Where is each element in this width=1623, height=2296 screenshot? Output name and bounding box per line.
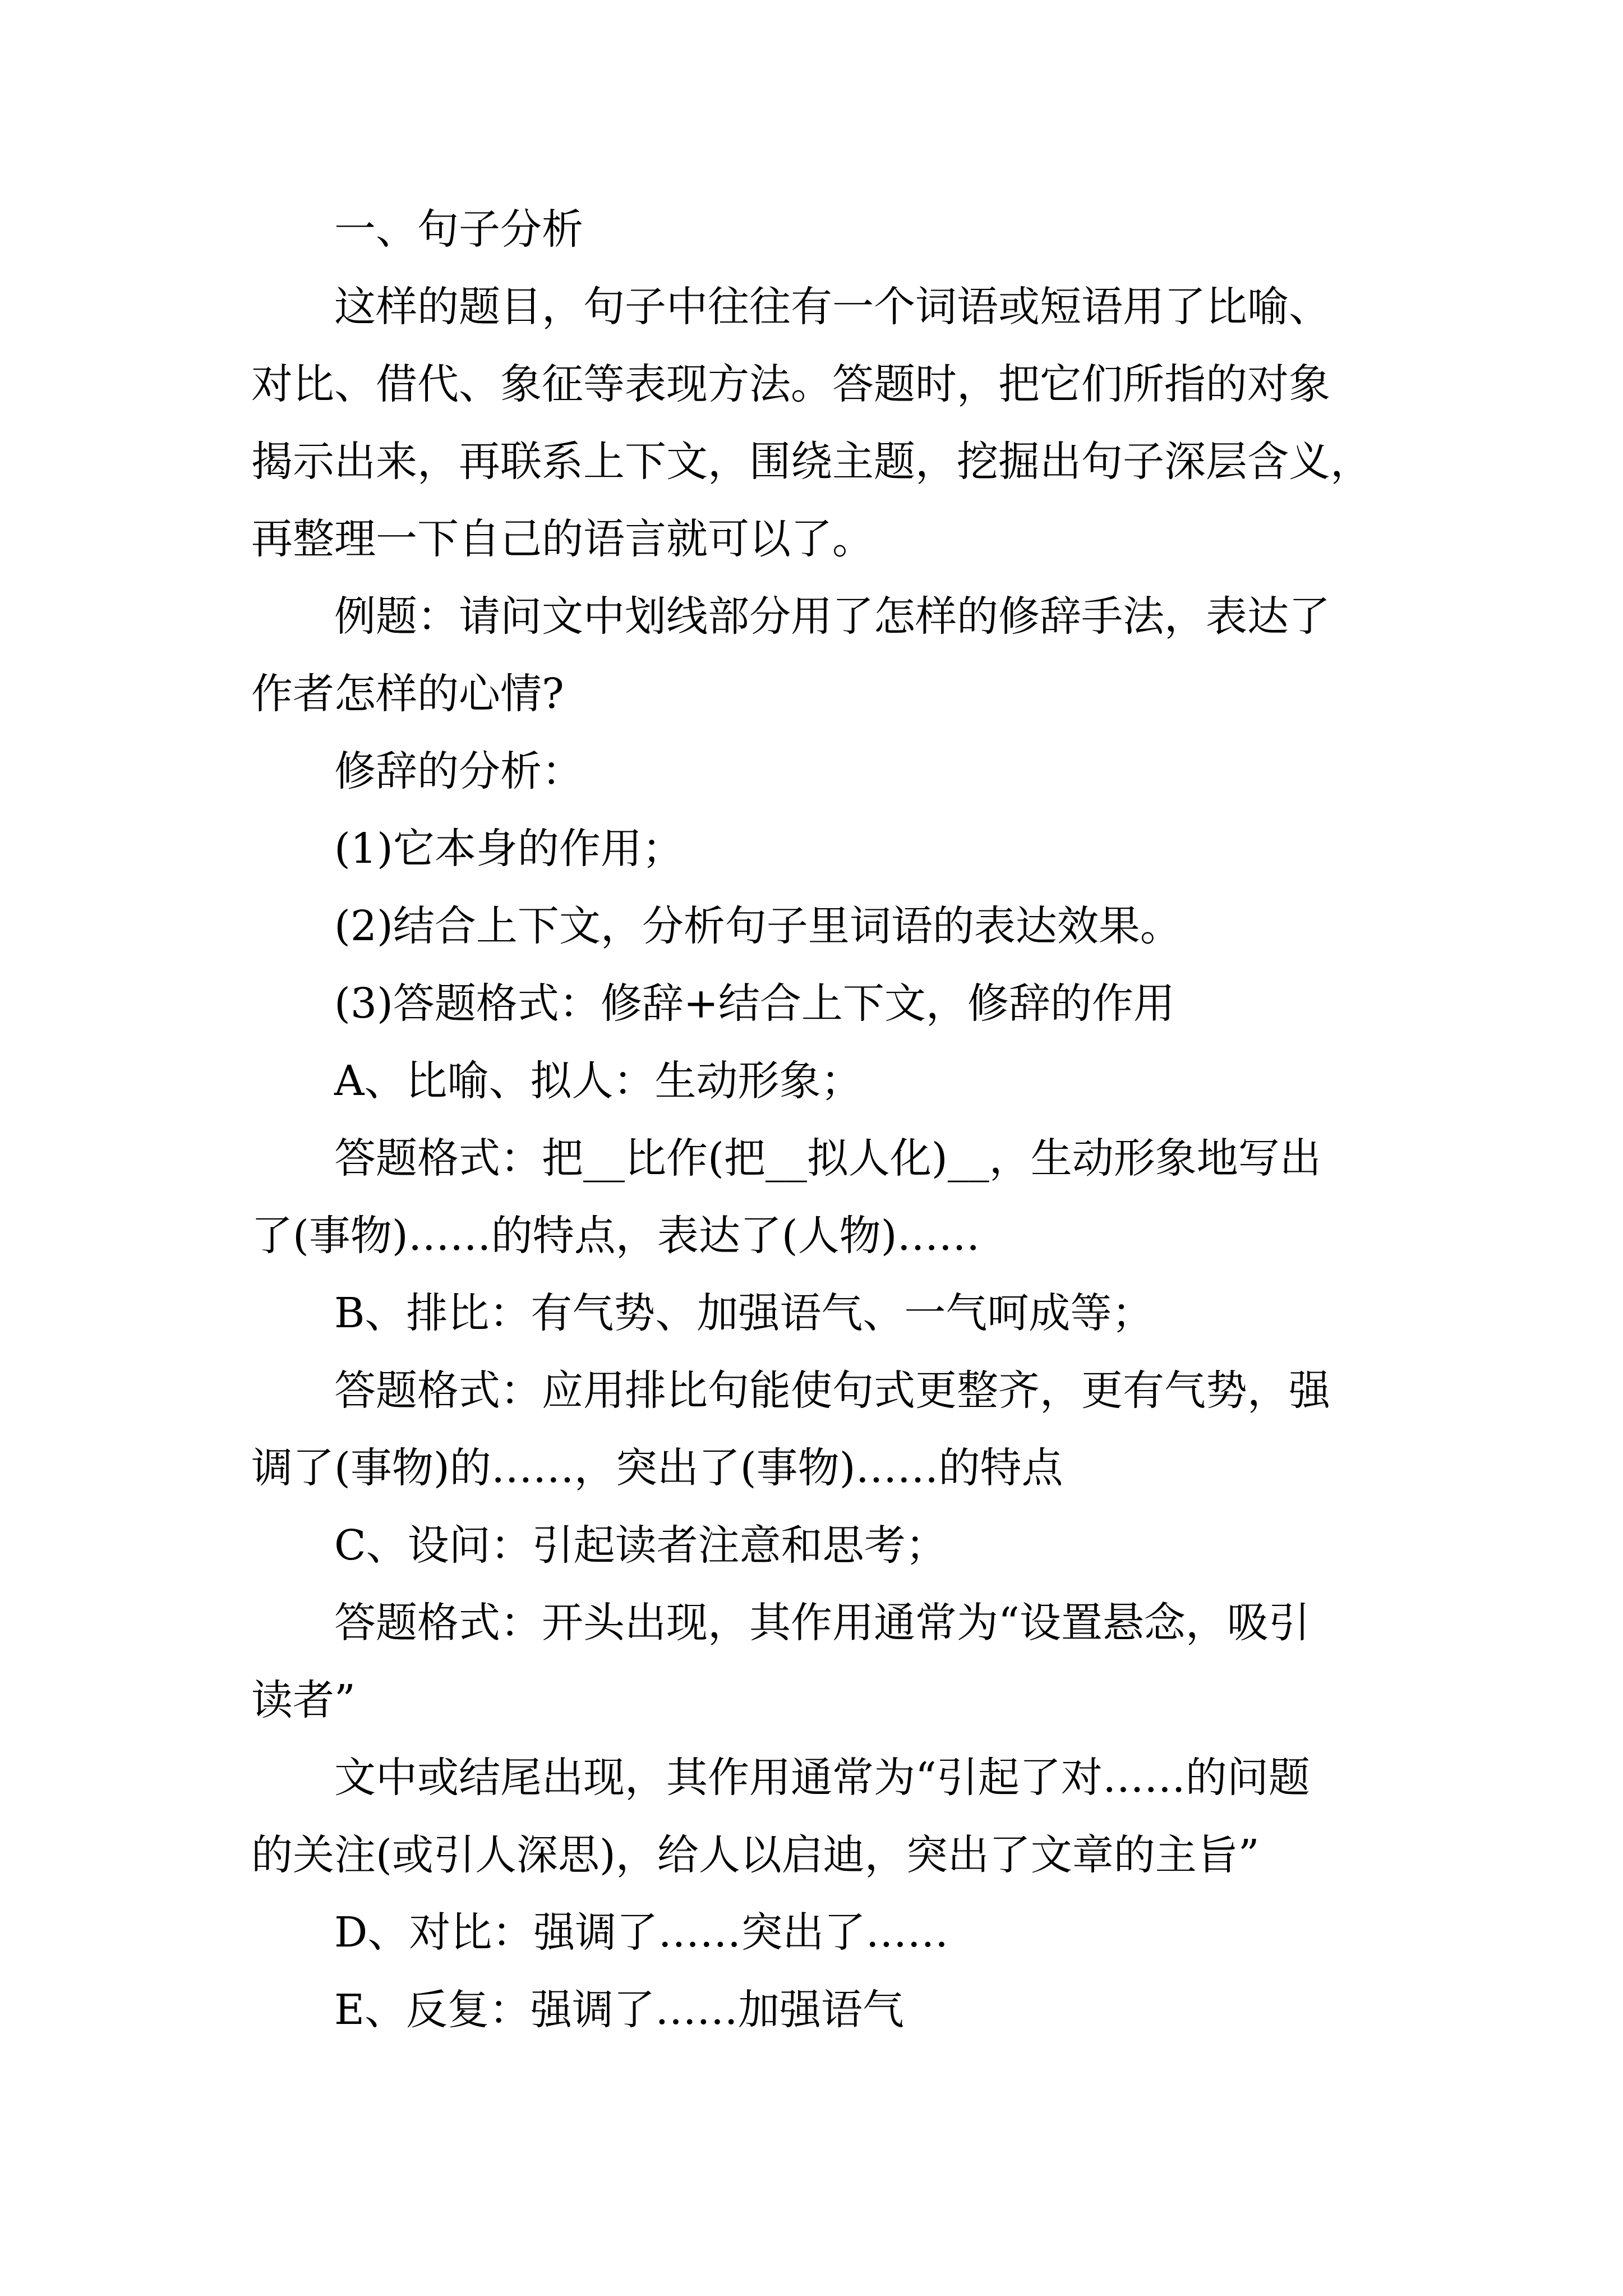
document-paragraph — [251, 1971, 1393, 2049]
document-paragraph — [251, 810, 1393, 887]
text-line: 修辞的分析： — [334, 747, 583, 795]
text-line: 这样的题目，句子中往往有一个词语或短语用了比喻、 — [334, 283, 1330, 331]
text-line: 再整理一下自己的语言就可以了。 — [251, 515, 874, 563]
text-line: 作者怎样的心情? — [251, 670, 564, 718]
document-paragraph — [251, 1042, 1393, 1120]
text-line: 的关注(或引人深思)，给人以启迪，突出了文章的主旨” — [251, 1831, 1260, 1879]
text-line: 对比、借代、象征等表现方法。答题时，把它们所指的对象 — [251, 360, 1330, 408]
text-line: 调了(事物)的……，突出了(事物)……的特点 — [251, 1444, 1063, 1492]
text-line: 读者” — [251, 1676, 356, 1724]
text-line: 答题格式：应用排比句能使句式更整齐，更有气势，强 — [334, 1366, 1330, 1415]
text-line: 答题格式：把__比作(把__拟人化)__，生动形象地写出 — [334, 1134, 1321, 1182]
text-line: D、对比：强调了……突出了…… — [334, 1908, 949, 1957]
document-paragraph — [251, 1584, 1393, 1739]
document-paragraph — [251, 191, 1393, 268]
text-line: B、排比：有气势、加强语气、一气呵成等； — [334, 1289, 1154, 1337]
document-paragraph — [251, 1274, 1393, 1352]
document-paragraph — [251, 887, 1393, 965]
text-line: 例题：请问文中划线部分用了怎样的修辞手法，表达了 — [334, 592, 1330, 641]
text-line: (3)答题格式：修辞+结合上下文，修辞的作用 — [334, 979, 1175, 1028]
document-page — [251, 191, 1393, 2049]
text-line: (2)结合上下文，分析句子里词语的表达效果。 — [334, 902, 1182, 950]
text-line: E、反复：强调了……加强语气 — [334, 1986, 905, 2034]
text-line: 揭示出来，再联系上下文，围绕主题，挖掘出句子深层含义， — [251, 438, 1372, 486]
text-line: 一、句子分析 — [334, 205, 583, 254]
document-paragraph — [251, 733, 1393, 810]
text-line: 答题格式：开头出现，其作用通常为“设置悬念，吸引 — [334, 1599, 1310, 1647]
document-paragraph — [251, 1894, 1393, 1971]
document-paragraph — [251, 1352, 1393, 1507]
text-line: 文中或结尾出现，其作用通常为“引起了对……的问题 — [334, 1754, 1310, 1802]
document-paragraph — [251, 1120, 1393, 1274]
document-paragraph — [251, 578, 1393, 733]
document-paragraph — [251, 1739, 1393, 1894]
document-paragraph — [251, 965, 1393, 1042]
text-line: 了(事物)……的特点，表达了(人物)…… — [251, 1212, 980, 1260]
text-line: A、比喻、拟人：生动形象； — [334, 1057, 863, 1105]
text-line: C、设问：引起读者注意和思考； — [334, 1521, 947, 1570]
text-line: (1)它本身的作用； — [334, 825, 684, 873]
document-paragraph — [251, 1507, 1393, 1584]
document-paragraph — [251, 268, 1393, 578]
